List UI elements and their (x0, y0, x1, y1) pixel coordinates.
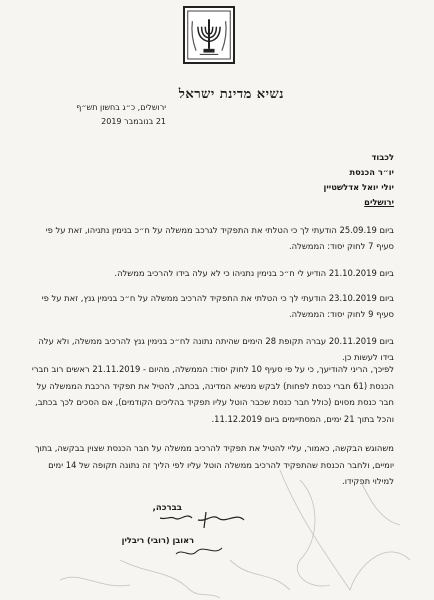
signer-name: ראובן (רובי) ריבלין (121, 535, 194, 545)
paragraph-4: ביום 20.11.2019 עברה תקופת 28 הימים שהיתה נתונה לח״כ בנימין גנץ להרכיב ממשלה, ולא עלה בידו לעשות כן. (38, 336, 394, 362)
state-emblem-icon (183, 6, 235, 64)
addressee-line-3: יולי יואל אדלשטיין (323, 182, 394, 192)
addressee-line-4: ירושלים (364, 197, 394, 207)
closing-salutation: בברכה, (152, 503, 182, 513)
addressee-line-1: לכבוד (371, 152, 394, 162)
paragraph-5: לפיכך, הריני להודיעך, כי על פי סעיף 10 לחוק יסוד: הממשלה, מהיום - 21.11.2019 ראשים רוב חברי הכנסת (61 חברי כנסת לפחות) לבקש מנשיא המדינה, בכתב, להטיל את תפקיד הרכבת הממשלה על חבר כנסת מסוים (כולל חבר כנסת שכבר הוטל עליו תפקיד בהליכים הקודמים), אם הסכים לכך בכתב, והכל בתוך 21 ימים, המסתיימים ביום 11.12.2019. (31, 364, 394, 424)
paragraph-3: ביום 23.10.2019 הודעתי לך כי הטלתי את התפקיד להרכיב ממשלה על ח״כ בנימין גנץ, זאת על פי סעיף 9 לחוק יסוד: הממשלה. (41, 293, 394, 319)
date-gregorian: 21 בנובמבר 2019 (101, 117, 166, 126)
page-title: נשיא מדינת ישראל (178, 87, 284, 102)
date-hebrew: ירושלים, כ״ג בחשון תש״ף (76, 103, 166, 112)
paragraph-6: משהוגש הבקשה, כאמור, עליי להטיל את תפקיד להרכיב ממשלה על חבר הכנסת שצוין בבקשה, בתוך יומיים, ולחבר הכנסת שהתפקיד להרכיב ממשלה הוטל עליו לפי הליך זה נתונה תקופה של 14 ימים למילוי תפקידו. (34, 443, 394, 486)
paragraph-2: ביום 21.10.2019 הודיע לי ח״כ בנימין נתניהו כי לא עלה בידו להרכיב ממשלה. (114, 268, 394, 278)
paragraph-1: ביום 25.09.19 הודעתי לך כי הטלתי את התפקיד לגרכב ממשלה על ח״כ בנימין נתניהו, זאת על פי סעיף 7 לחוק יסוד: הממשלה. (45, 225, 394, 251)
addressee-line-2: יו״ר הכנסת (349, 167, 394, 177)
